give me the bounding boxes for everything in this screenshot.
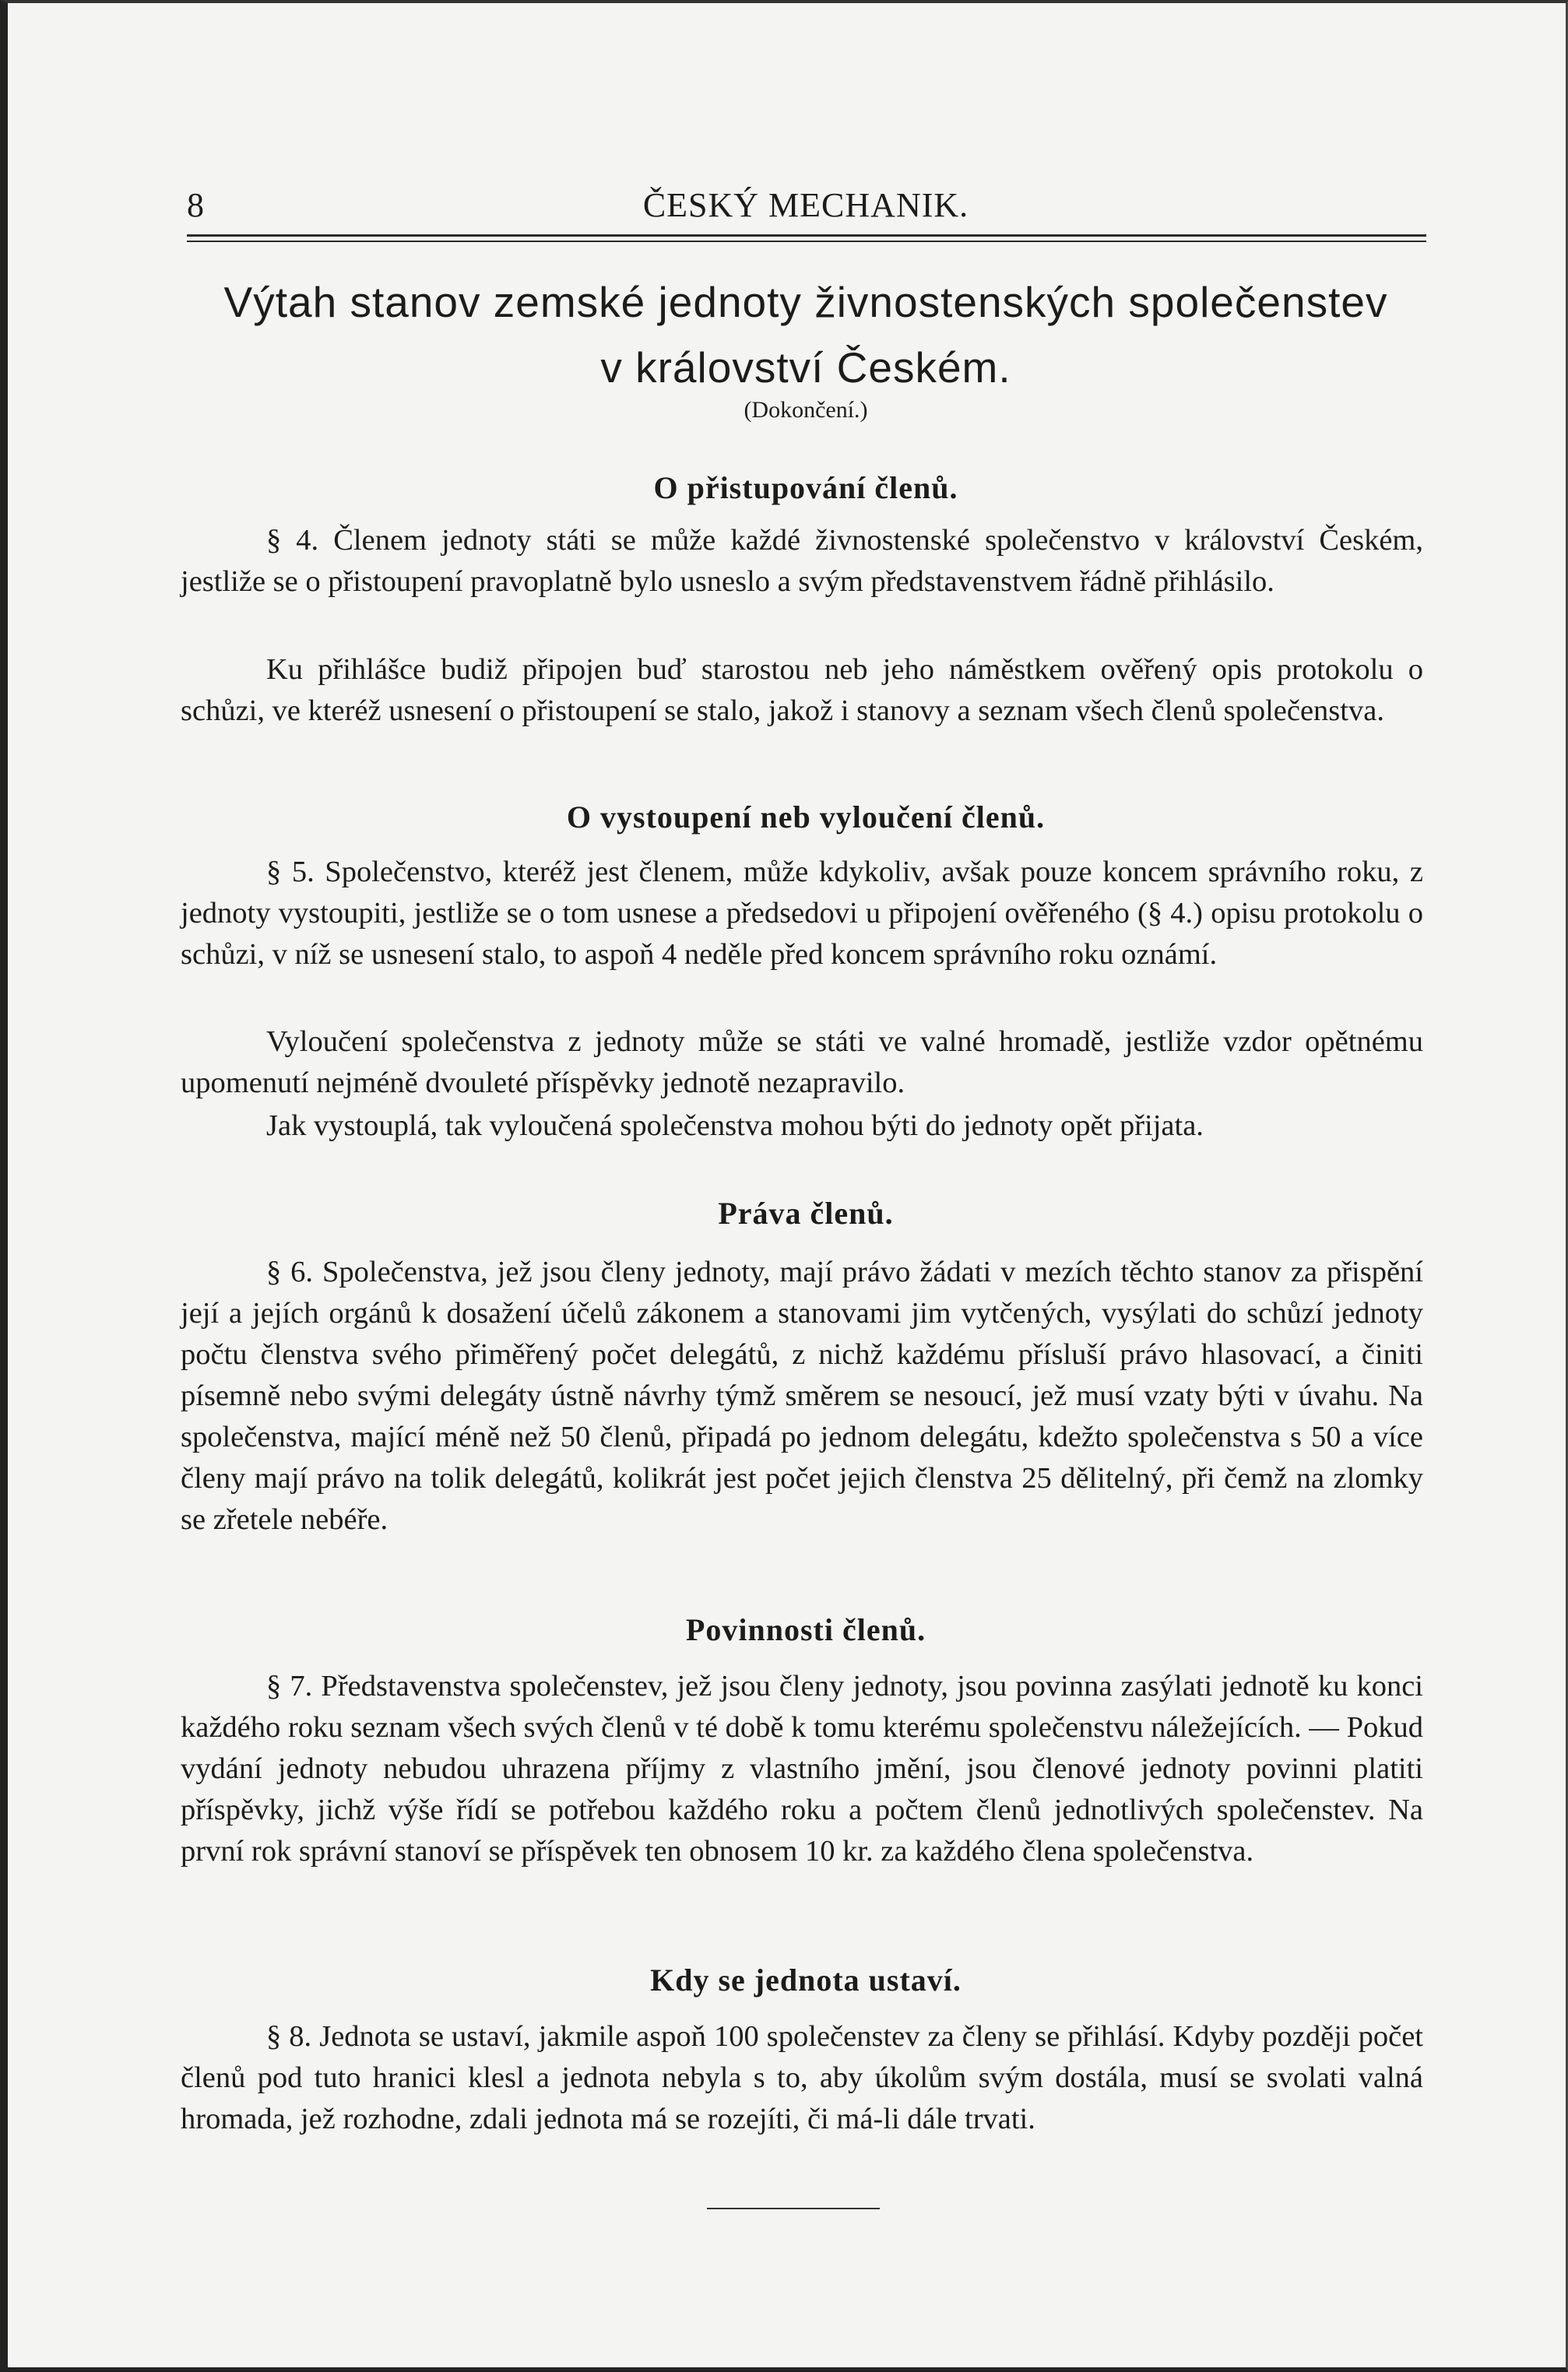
paragraph: § 7. Představenstva společenstev, jež jsou členy jednoty, jsou povinna zasýlati jednotě ku konci každého roku seznam všech svých členů v té době k tomu kterému společenstvu náležejících. — Pokud vydání jednoty nebudou uhrazena příjmy z vlastního jmění, jsou členové jednoty povinni platiti příspěvky, jichž výše řídí se potřebou každého roku a počtem členů jednotlivých společenstev. Na první rok správní stanoví se příspěvek ten obnosem 10 kr. za každého člena společenstva. [181,1670,1423,1868]
header-rule-bottom [187,241,1426,242]
paragraph: § 8. Jednota se ustaví, jakmile aspoň 100 společenstev za členy se přihlásí. Kdyby později počet členů pod tuto hranici klesl a jednota nebyla s to, aby úkolům svým dostála, musí se svolati valná hromada, jež rozhodne, zdali jednota má se rozejíti, či má-li dále trvati. [181,2020,1423,2135]
header-rule-top [187,234,1426,237]
section-heading: O přistupování členů. [653,470,958,505]
paragraph: Ku přihlášce budiž připojen buď starostou neb jeho náměstkem ověřený opis protokolu o schůzi, ve kteréž usnesení o přistoupení se stalo, jakož i stanovy a seznam všech členů společenstva. [181,653,1423,727]
section-heading: Kdy se jednota ustaví. [650,1963,962,1998]
article-subtitle: (Dokončení.) [744,397,868,423]
running-title: ČESKÝ MECHANIK. [642,186,969,224]
end-rule [707,2208,880,2209]
page-header [187,185,1425,224]
paragraph: § 4. Členem jednoty státi se může každé živnostenské společenstvo v království Českém, jestliže se o přistoupení pravoplatně bylo usneslo a svým představenstvem řádně přihlásilo. [181,524,1423,598]
paragraph: § 6. Společenstva, jež jsou členy jednoty, mají právo žádati v mezích těchto stanov za přispění její a jejích orgánů k dosažení účelů zákonem a stanovami jim vytčených, vysýlati do schůzí jednoty počtu členstva svého přiměřený počet delegátů, z nichž každému přísluší právo hlasovací, a činiti písemně nebo svými delegáty ústně návrhy týmž směrem se nesoucí, jež musí vzaty býti v úvahu. Na společenstva, mající méně než 50 členů, připadá po jednom delegátu, kdežto společenstva s 50 a více členy mají právo na tolik delegátů, kolikrát jest počet jejich členstva 25 dělitelný, při čemž na zlomky se zřetele nebéře. [181,1256,1423,1536]
section-heading: Povinnosti členů. [685,1612,926,1647]
article-title-line-2: v království Českém. [600,343,1011,392]
paragraph: Jak vystouplá, tak vyloučená společenstva mohou býti do jednoty opět přijata. [266,1109,1204,1142]
article-title-line-1: Výtah stanov zemské jednoty živnostenských společenstev [223,278,1388,326]
paragraph: § 5. Společenstvo, kteréž jest členem, může kdykoliv, avšak pouze koncem správního roku, z jednoty vystoupiti, jestliže se o tom usnese a předsedovi u připojení ověřeného (§ 4.) opisu protokolu o schůzi, v níž se usnesení stalo, to aspoň 4 neděle před koncem správního roku oznámí. [181,856,1423,971]
section-heading: Práva členů. [718,1196,894,1231]
page-number: 8 [187,186,204,224]
paragraph: Vyloučení společenstva z jednoty může se státi ve valné hromadě, jestliže vzdor opětnému upomenutí nejméně dvouleté příspěvky jednotě nezapravilo. [181,1025,1423,1099]
section-heading: O vystoupení neb vyloučení členů. [566,799,1046,835]
